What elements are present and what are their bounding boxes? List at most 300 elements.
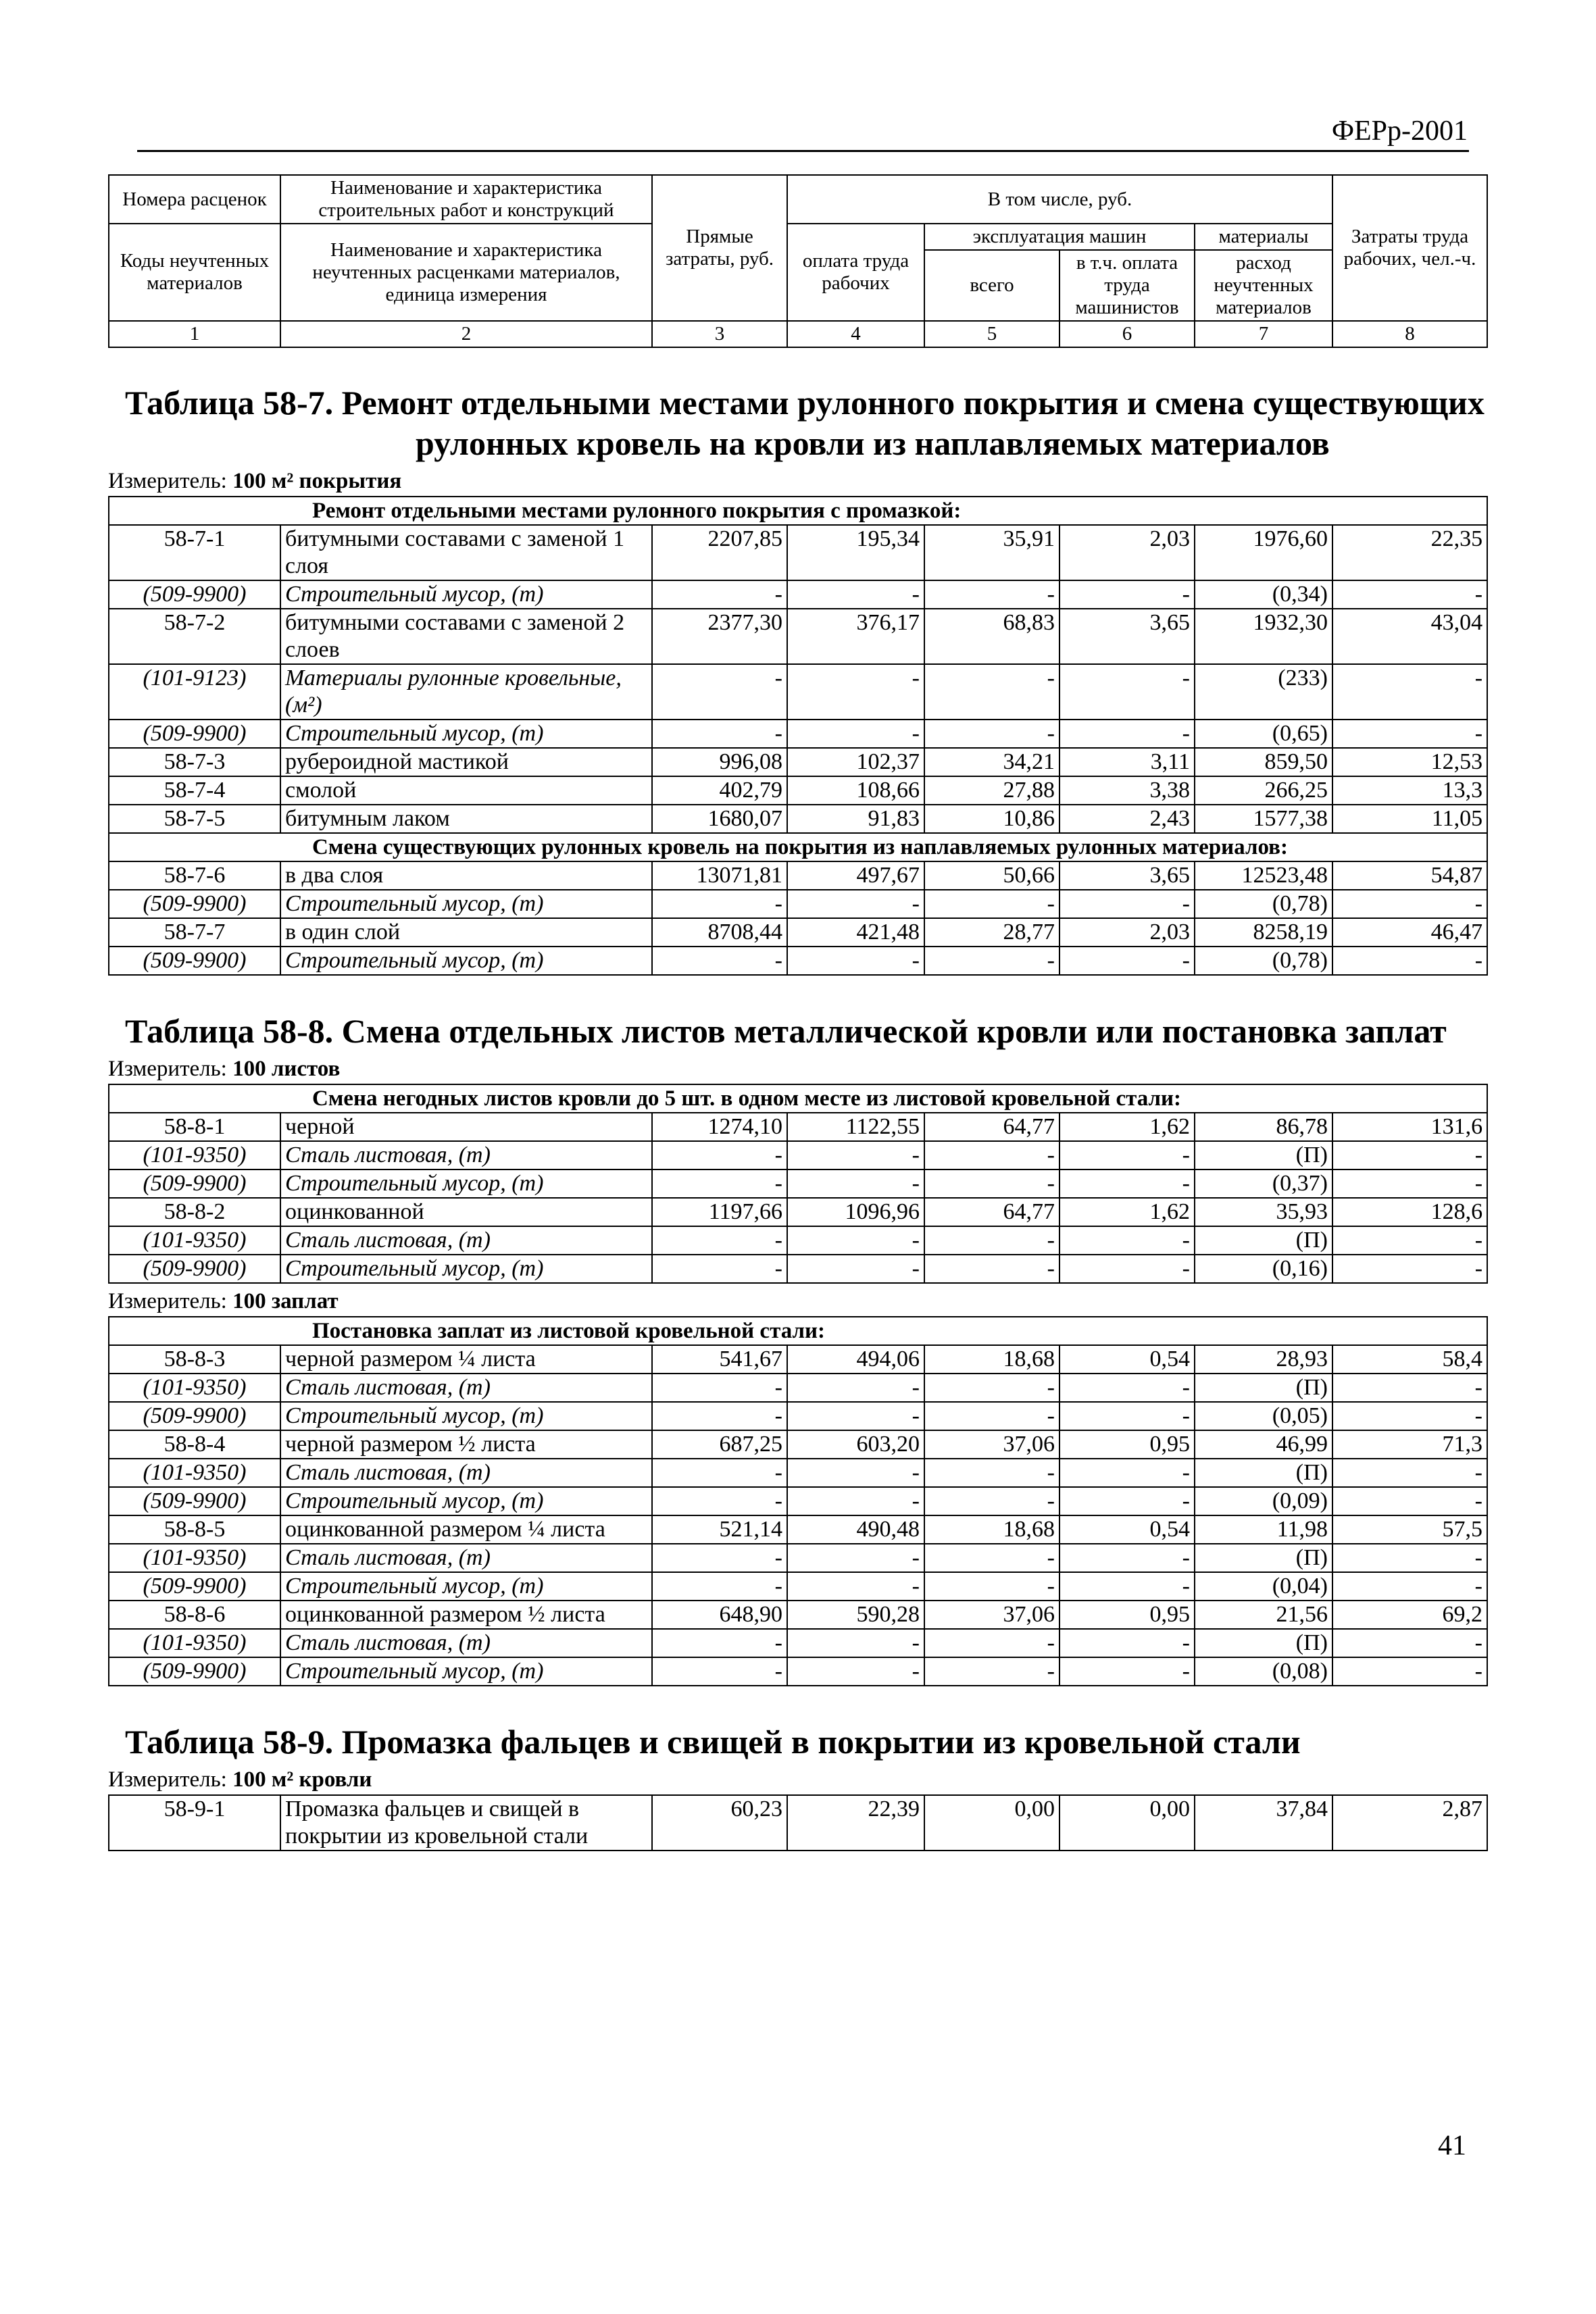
row-name: Промазка фальцев и свищей в покрытии из кровельной стали (280, 1795, 652, 1851)
row-value: - (787, 1572, 924, 1601)
row-value: 859,50 (1195, 748, 1332, 776)
rates-table (108, 496, 1488, 976)
row-value: - (652, 580, 787, 609)
row-value: - (652, 1629, 787, 1657)
table-gap (108, 976, 1487, 1007)
row-value: 37,06 (924, 1601, 1059, 1629)
row-value: 91,83 (787, 805, 924, 833)
row-value: (П) (1195, 1544, 1332, 1572)
row-value: 0,00 (924, 1795, 1059, 1851)
document-code: ФЕРр-2001 (1331, 116, 1468, 147)
table-row (109, 890, 1487, 918)
row-value: 3,65 (1059, 609, 1195, 664)
row-value: (0,37) (1195, 1169, 1332, 1198)
header-cell: Затраты труда рабочих, чел.-ч. (1332, 175, 1487, 321)
unit-line (108, 468, 1487, 495)
row-value: - (787, 1487, 924, 1515)
row-value: (0,78) (1195, 890, 1332, 918)
row-name: рубероидной мастикой (280, 748, 652, 776)
row-code: (509-9900) (109, 1657, 280, 1686)
row-value: - (1059, 947, 1195, 975)
row-value: 2,03 (1059, 918, 1195, 947)
row-value: 108,66 (787, 776, 924, 805)
row-value: - (1332, 1402, 1487, 1430)
row-value: 71,3 (1332, 1430, 1487, 1459)
section-heading: Постановка заплат из листовой кровельной стали: (109, 1317, 1487, 1345)
row-value: - (924, 720, 1059, 748)
header-cell: эксплуатация машин (924, 224, 1195, 250)
row-code: 58-8-3 (109, 1345, 280, 1374)
row-name: Строительный мусор, (т) (280, 1657, 652, 1686)
row-value: 1976,60 (1195, 525, 1332, 580)
header-cell: расход неучтенных материалов (1195, 250, 1332, 321)
unit-label: Измеритель: (108, 469, 227, 493)
table-row (109, 861, 1487, 890)
row-code: 58-9-1 (109, 1795, 280, 1851)
row-value: 1932,30 (1195, 609, 1332, 664)
row-value: - (1332, 890, 1487, 918)
row-value: - (1332, 1255, 1487, 1283)
rates-table (108, 1316, 1488, 1686)
table-row (109, 947, 1487, 975)
row-name: смолой (280, 776, 652, 805)
row-value: - (787, 1657, 924, 1686)
table-row (109, 1459, 1487, 1487)
row-value: - (1059, 1487, 1195, 1515)
row-value: 21,56 (1195, 1601, 1332, 1629)
row-value: (П) (1195, 1629, 1332, 1657)
row-value: - (1332, 1572, 1487, 1601)
row-value: 11,05 (1332, 805, 1487, 833)
row-name: Строительный мусор, (т) (280, 947, 652, 975)
row-code: (509-9900) (109, 947, 280, 975)
row-value: 0,54 (1059, 1345, 1195, 1374)
row-value: 2,87 (1332, 1795, 1487, 1851)
row-value: - (787, 1629, 924, 1657)
row-value: 58,4 (1332, 1345, 1487, 1374)
unit-line (108, 1766, 1487, 1793)
row-value: 46,47 (1332, 918, 1487, 947)
header-cell: оплата труда рабочих (787, 224, 924, 321)
header-num: 5 (924, 321, 1059, 347)
row-value: - (924, 1629, 1059, 1657)
row-value: - (1059, 1629, 1195, 1657)
row-value: 603,20 (787, 1430, 924, 1459)
row-value: 37,84 (1195, 1795, 1332, 1851)
row-value: 402,79 (652, 776, 787, 805)
row-value: (0,16) (1195, 1255, 1332, 1283)
row-value: - (787, 947, 924, 975)
row-value: 490,48 (787, 1515, 924, 1544)
header-num: 2 (280, 321, 652, 347)
row-value: (0,08) (1195, 1657, 1332, 1686)
row-code: (101-9123) (109, 664, 280, 720)
table-row (109, 525, 1487, 580)
row-value: - (1332, 580, 1487, 609)
row-value: 27,88 (924, 776, 1059, 805)
row-value: 35,93 (1195, 1198, 1332, 1226)
row-value: - (1332, 1374, 1487, 1402)
row-value: - (924, 664, 1059, 720)
row-value: 1197,66 (652, 1198, 787, 1226)
row-value: - (924, 1572, 1059, 1601)
table-row (109, 1345, 1487, 1374)
rates-table (108, 1794, 1488, 1851)
row-value: 11,98 (1195, 1515, 1332, 1544)
row-value: - (787, 1141, 924, 1169)
row-name: Сталь листовая, (т) (280, 1629, 652, 1657)
row-value: - (652, 1141, 787, 1169)
row-code: 58-8-1 (109, 1113, 280, 1141)
row-code: 58-7-6 (109, 861, 280, 890)
row-code: (101-9350) (109, 1374, 280, 1402)
row-value: - (1332, 720, 1487, 748)
section-heading-row (109, 1317, 1487, 1345)
row-value: - (652, 1169, 787, 1198)
table-row (109, 805, 1487, 833)
row-name: Строительный мусор, (т) (280, 580, 652, 609)
row-code: (509-9900) (109, 1255, 280, 1283)
page-number: 41 (1438, 2130, 1466, 2161)
row-value: 521,14 (652, 1515, 787, 1544)
row-code: (101-9350) (109, 1141, 280, 1169)
row-value: - (652, 1255, 787, 1283)
row-value: - (1059, 1544, 1195, 1572)
row-code: 58-7-5 (109, 805, 280, 833)
row-value: 421,48 (787, 918, 924, 947)
table-row (109, 1544, 1487, 1572)
row-value: - (1332, 1487, 1487, 1515)
unit-line (108, 1288, 1487, 1315)
row-code: (101-9350) (109, 1226, 280, 1255)
row-value: 494,06 (787, 1345, 924, 1374)
unit-label: Измеритель: (108, 1289, 227, 1313)
table-row (109, 1226, 1487, 1255)
table-row (109, 1169, 1487, 1198)
unit-value: 100 заплат (232, 1289, 339, 1313)
section-heading-row (109, 833, 1487, 861)
row-value: - (652, 890, 787, 918)
row-value: 37,06 (924, 1430, 1059, 1459)
unit-line (108, 1055, 1487, 1082)
row-name: черной (280, 1113, 652, 1141)
table-row (109, 1255, 1487, 1283)
table-row (109, 1430, 1487, 1459)
table-row (109, 1629, 1487, 1657)
row-value: 68,83 (924, 609, 1059, 664)
row-name: битумными составами с заменой 2 слоев (280, 609, 652, 664)
row-value: 10,86 (924, 805, 1059, 833)
row-value: 2,43 (1059, 805, 1195, 833)
row-value: 102,37 (787, 748, 924, 776)
header-cell: Наименование и характеристика неучтенных расценками материалов, единица измерения (280, 224, 652, 321)
header-rule (137, 150, 1469, 152)
row-code: 58-7-1 (109, 525, 280, 580)
row-code: (509-9900) (109, 1572, 280, 1601)
row-value: (П) (1195, 1141, 1332, 1169)
row-name: Сталь листовая, (т) (280, 1544, 652, 1572)
row-value: - (652, 1402, 787, 1430)
row-value: 13,3 (1332, 776, 1487, 805)
row-value: - (787, 664, 924, 720)
header-cell: Прямые затраты, руб. (652, 175, 787, 321)
row-value: 8708,44 (652, 918, 787, 947)
row-name: черной размером ½ листа (280, 1430, 652, 1459)
row-value: 18,68 (924, 1515, 1059, 1544)
column-header-table (108, 174, 1488, 348)
table-title-text: Таблица 58-7. Ремонт отдельными местами рулонного покрытия и смена существующих (125, 384, 1485, 422)
row-value: 2377,30 (652, 609, 787, 664)
row-value: - (1059, 1572, 1195, 1601)
row-value: 57,5 (1332, 1515, 1487, 1544)
row-value: - (1059, 1169, 1195, 1198)
row-value: (0,05) (1195, 1402, 1332, 1430)
row-value: - (1059, 1255, 1195, 1283)
row-value: 12523,48 (1195, 861, 1332, 890)
table-row (109, 748, 1487, 776)
row-name: Строительный мусор, (т) (280, 1572, 652, 1601)
row-code: 58-8-6 (109, 1601, 280, 1629)
row-value: - (1332, 1459, 1487, 1487)
row-name: битумным лаком (280, 805, 652, 833)
header-cell: В том числе, руб. (787, 175, 1332, 224)
row-value: 22,39 (787, 1795, 924, 1851)
table-row (109, 1487, 1487, 1515)
table-row (109, 1601, 1487, 1629)
row-code: (101-9350) (109, 1544, 280, 1572)
row-value: - (1059, 1374, 1195, 1402)
row-value: - (1059, 580, 1195, 609)
row-code: (509-9900) (109, 1169, 280, 1198)
row-value: 996,08 (652, 748, 787, 776)
row-value: (0,34) (1195, 580, 1332, 609)
row-value: 1096,96 (787, 1198, 924, 1226)
page-content (108, 378, 1487, 1851)
row-value: - (652, 947, 787, 975)
row-value: - (1332, 1657, 1487, 1686)
row-value: 1,62 (1059, 1198, 1195, 1226)
row-value: 34,21 (924, 748, 1059, 776)
row-value: 687,25 (652, 1430, 787, 1459)
row-value: 60,23 (652, 1795, 787, 1851)
table-row (109, 609, 1487, 664)
row-value: - (1332, 1629, 1487, 1657)
row-value: - (787, 1459, 924, 1487)
header-num: 6 (1059, 321, 1195, 347)
row-value: - (652, 1487, 787, 1515)
row-name: Строительный мусор, (т) (280, 1255, 652, 1283)
row-code: 58-7-4 (109, 776, 280, 805)
row-value: 43,04 (1332, 609, 1487, 664)
row-value: - (787, 580, 924, 609)
row-value: 86,78 (1195, 1113, 1332, 1141)
row-value: 64,77 (924, 1198, 1059, 1226)
header-num: 7 (1195, 321, 1332, 347)
row-value: (П) (1195, 1374, 1332, 1402)
header-cell: Номера расценок (109, 175, 280, 224)
row-code: 58-8-4 (109, 1430, 280, 1459)
row-value: - (924, 580, 1059, 609)
row-name: в один слой (280, 918, 652, 947)
row-value: - (787, 1169, 924, 1198)
table-row (109, 1515, 1487, 1544)
table-row (109, 580, 1487, 609)
row-code: (101-9350) (109, 1629, 280, 1657)
table-row (109, 1374, 1487, 1402)
row-code: (509-9900) (109, 890, 280, 918)
row-value: (0,65) (1195, 720, 1332, 748)
row-value: - (924, 1402, 1059, 1430)
table-row (109, 1113, 1487, 1141)
row-value: - (1059, 1402, 1195, 1430)
row-value: 1274,10 (652, 1113, 787, 1141)
row-value: (0,09) (1195, 1487, 1332, 1515)
row-code: (509-9900) (109, 720, 280, 748)
row-value: - (924, 1374, 1059, 1402)
row-value: - (924, 1459, 1059, 1487)
row-value: 28,77 (924, 918, 1059, 947)
unit-label: Измеритель: (108, 1057, 227, 1081)
row-name: Сталь листовая, (т) (280, 1141, 652, 1169)
row-value: - (787, 1544, 924, 1572)
section-heading: Смена существующих рулонных кровель на покрытия из наплавляемых рулонных материалов: (109, 833, 1487, 861)
section-heading: Смена негодных листов кровли до 5 шт. в одном месте из листовой кровельной стали: (109, 1084, 1487, 1113)
row-code: (101-9350) (109, 1459, 280, 1487)
row-code: 58-8-2 (109, 1198, 280, 1226)
row-value: - (652, 1226, 787, 1255)
row-value: 18,68 (924, 1345, 1059, 1374)
row-value: - (1332, 1141, 1487, 1169)
row-value: - (1332, 664, 1487, 720)
row-name: Строительный мусор, (т) (280, 1169, 652, 1198)
row-value: - (652, 1657, 787, 1686)
row-value: - (652, 1572, 787, 1601)
row-value: - (924, 1255, 1059, 1283)
row-value: - (652, 1459, 787, 1487)
row-value: 64,77 (924, 1113, 1059, 1141)
row-value: - (1332, 1544, 1487, 1572)
row-name: черной размером ¼ листа (280, 1345, 652, 1374)
row-value: 28,93 (1195, 1345, 1332, 1374)
row-value: - (652, 1544, 787, 1572)
table-title (125, 1721, 1487, 1762)
row-value: - (1332, 1169, 1487, 1198)
row-value: 131,6 (1332, 1113, 1487, 1141)
row-name: Строительный мусор, (т) (280, 1487, 652, 1515)
row-code: 58-7-3 (109, 748, 280, 776)
row-value: 0,95 (1059, 1430, 1195, 1459)
row-value: (233) (1195, 664, 1332, 720)
rates-table (108, 1084, 1488, 1284)
row-value: - (1332, 947, 1487, 975)
row-value: - (924, 1657, 1059, 1686)
table-row (109, 918, 1487, 947)
row-value: 1577,38 (1195, 805, 1332, 833)
row-value: 195,34 (787, 525, 924, 580)
section-heading: Ремонт отдельными местами рулонного покрытия с промазкой: (109, 497, 1487, 525)
header-cell: Коды неучтенных материалов (109, 224, 280, 321)
table-title-continuation: рулонных кровель на кровли из наплавляемых материалов (416, 424, 1330, 462)
row-value: 266,25 (1195, 776, 1332, 805)
row-code: 58-7-2 (109, 609, 280, 664)
row-value: 0,00 (1059, 1795, 1195, 1851)
row-value: 2207,85 (652, 525, 787, 580)
row-name: Строительный мусор, (т) (280, 890, 652, 918)
row-value: - (787, 1255, 924, 1283)
row-value: - (1059, 1141, 1195, 1169)
table-row (109, 1198, 1487, 1226)
section-heading-row (109, 1084, 1487, 1113)
row-name: Сталь листовая, (т) (280, 1374, 652, 1402)
row-value: 541,67 (652, 1345, 787, 1374)
row-value: - (787, 890, 924, 918)
row-name: оцинкованной (280, 1198, 652, 1226)
table-row (109, 1402, 1487, 1430)
row-value: 3,11 (1059, 748, 1195, 776)
row-value: - (787, 720, 924, 748)
row-value: 54,87 (1332, 861, 1487, 890)
row-value: 0,54 (1059, 1515, 1195, 1544)
row-value: 69,2 (1332, 1601, 1487, 1629)
row-code: (509-9900) (109, 1402, 280, 1430)
row-value: 12,53 (1332, 748, 1487, 776)
row-value: 22,35 (1332, 525, 1487, 580)
row-value: - (652, 1374, 787, 1402)
table-row (109, 1141, 1487, 1169)
row-value: - (1059, 1459, 1195, 1487)
row-value: - (1059, 1226, 1195, 1255)
row-value: 35,91 (924, 525, 1059, 580)
table-row (109, 776, 1487, 805)
row-value: 1,62 (1059, 1113, 1195, 1141)
row-value: 1680,07 (652, 805, 787, 833)
header-num: 1 (109, 321, 280, 347)
row-value: (П) (1195, 1226, 1332, 1255)
table-row (109, 1657, 1487, 1686)
row-value: 3,65 (1059, 861, 1195, 890)
row-value: - (924, 1141, 1059, 1169)
row-value: (0,78) (1195, 947, 1332, 975)
row-value: 0,95 (1059, 1601, 1195, 1629)
header-num: 3 (652, 321, 787, 347)
section-heading-row (109, 497, 1487, 525)
unit-value: 100 листов (232, 1057, 341, 1081)
row-value: - (924, 947, 1059, 975)
row-value: - (924, 1544, 1059, 1572)
row-value: 1122,55 (787, 1113, 924, 1141)
unit-label: Измеритель: (108, 1767, 227, 1792)
row-value: 376,17 (787, 609, 924, 664)
table-row (109, 1795, 1487, 1851)
unit-value: 100 м² покрытия (232, 469, 402, 493)
header-cell: всего (924, 250, 1059, 321)
header-num: 4 (787, 321, 924, 347)
row-value: 8258,19 (1195, 918, 1332, 947)
row-value: 46,99 (1195, 1430, 1332, 1459)
row-value: - (652, 720, 787, 748)
row-name: оцинкованной размером ½ листа (280, 1601, 652, 1629)
row-value: - (924, 1487, 1059, 1515)
row-name: Сталь листовая, (т) (280, 1459, 652, 1487)
row-name: оцинкованной размером ¼ листа (280, 1515, 652, 1544)
unit-value: 100 м² кровли (232, 1767, 372, 1792)
row-value: - (1059, 890, 1195, 918)
row-name: Строительный мусор, (т) (280, 1402, 652, 1430)
table-title (125, 382, 1487, 463)
row-code: 58-8-5 (109, 1515, 280, 1544)
row-value: - (1332, 1226, 1487, 1255)
row-name: Строительный мусор, (т) (280, 720, 652, 748)
